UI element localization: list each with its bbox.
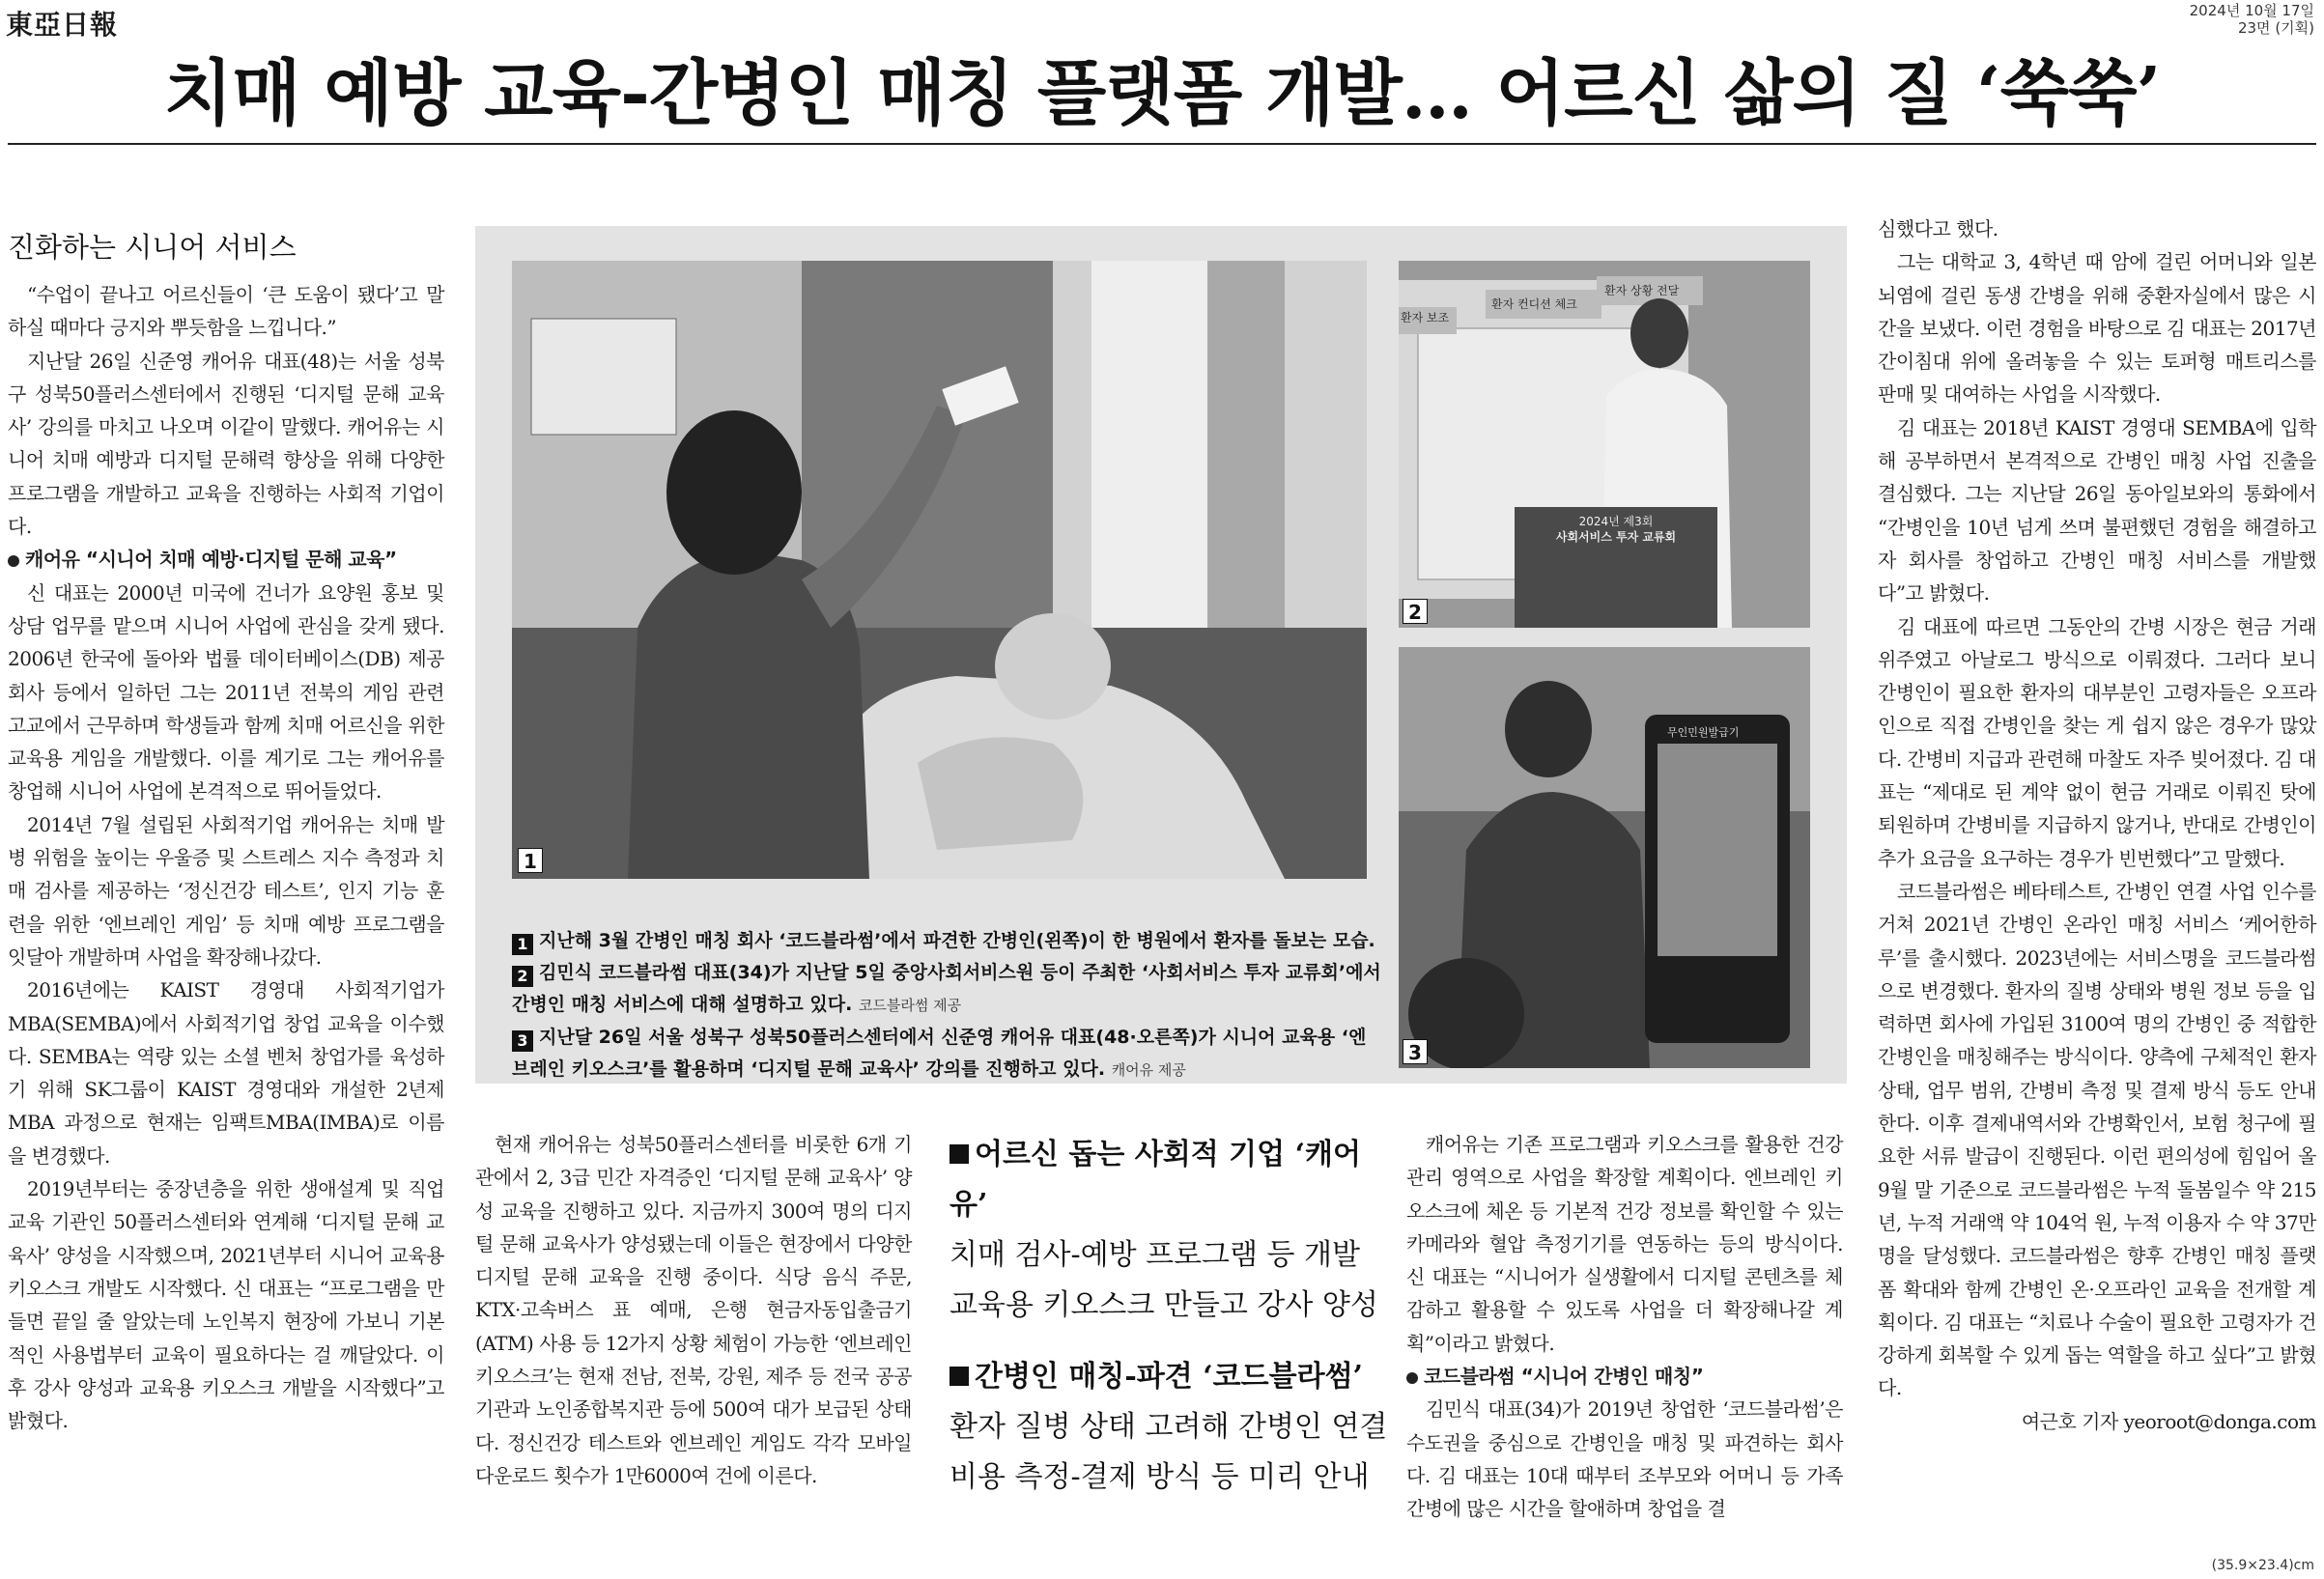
photo-captions [512, 925, 1381, 1086]
divider [8, 143, 2316, 145]
article-column-3 [1406, 1128, 1843, 1526]
sign-status-report: 환자 상황 전달 [1604, 284, 1680, 297]
deck-line: 교육용 키오스크 만들고 강사 양성 [949, 1288, 1378, 1322]
photo-3-kiosk [1399, 647, 1810, 1068]
caption-2-number: 2 [512, 966, 533, 987]
photo-3-image [1399, 647, 1810, 1068]
deck-line: 비용 측정-결제 방식 등 미리 안내 [949, 1460, 1370, 1494]
section-title: 진화하는 시니어 서비스 [8, 231, 297, 264]
caption-2-credit: 코드블라썸 제공 [858, 997, 962, 1014]
subheading-text: 캐어유 “시니어 치매 예방·디지털 문해 교육” [25, 548, 397, 572]
deck-heading-1-text: 어르신 돕는 사회적 기업 ‘캐어유’ [949, 1138, 1361, 1222]
caption-3 [512, 1022, 1381, 1086]
photo-2-speaker [1399, 261, 1810, 628]
caption-1 [512, 925, 1381, 957]
deck-line: 치매 검사-예방 프로그램 등 개발 [949, 1238, 1361, 1272]
caption-2-text: 김민식 코드블라썸 대표(34)가 지난달 5일 중앙사회서비스원 등이 주최한 ‘사회서비스 투자 교류회’에서 간병인 매칭 서비스에 대해 설명하고 있다. [512, 962, 1381, 1015]
photo-3-number-badge: 3 [1403, 1039, 1428, 1064]
paragraph: 2014년 7월 설립된 사회적기업 캐어유는 치매 발병 위험을 높이는 우울증 및 스트레스 지수 측정과 치매 검사를 제공하는 ‘정신건강 테스트’, 인지 기능 훈련을 위한 ‘엔브레인 게임’ 등 치매 예방 프로그램을 잇달아 개발하며 사업을 확장해나갔다. [8, 812, 444, 969]
photo-2-image [1399, 261, 1810, 628]
subheading [8, 543, 444, 576]
deck-heading-2 [949, 1352, 1394, 1402]
dateline-date: 2024년 10월 17일 [2189, 2, 2314, 19]
paragraph: 코드블라썸은 베타테스트, 간병인 연결 사업 인수를 거쳐 2021년 간병인 온라인 매칭 서비스 ‘케어한하루’를 출시했다. 2023년에는 서비스명을 코드블라썸으로 변경했다. 환자의 질병 상태와 병원 정보 등을 입력하면 회사에 가입된 3100여 명의 간병인 중 적합한 간병인을 매칭해주는 방식이다. 양측에 구체적인 환자 상태, 업무 범위, 간병비 측정 및 결제 방식 등도 안내한다. 이후 결제내역서와 간병확인서, 보험 청구에 필요한 서류 발급이 진행된다. 이런 편의성에 힘입어 올 9월 말 기준으로 코드블라썸은 누적 돌봄일수 약 215년, 누적 거래액 약 104억 원, 누적 이용자 수 약 37만 명을 달성했다. 코드블라썸은 향후 간병인 매칭 플랫폼 확대와 함께 간병인 온·오프라인 교육을 전개할 계획이다. 김 대표는 “치료나 수술이 필요한 고령자가 건강하게 회복할 수 있게 돕는 역할을 하고 싶다”고 밝혔다. [1878, 879, 2316, 1400]
caption-3-number: 3 [512, 1030, 533, 1052]
paragraph: 캐어유는 기존 프로그램과 키오스크를 활용한 건강관리 영역으로 사업을 확장할 계획이다. 엔브레인 키오스크에 체온 등 기본적 건강 정보를 확인할 수 있는 카메라와 혈압 측정기기를 연동하는 등의 방식이다. 신 대표는 “시니어가 실생활에서 디지털 콘텐츠를 체감하고 활용할 수 있도록 사업을 더 확장해나갈 계획”이라고 밝혔다. [1406, 1133, 1843, 1355]
caption-3-credit: 캐어유 제공 [1111, 1061, 1186, 1079]
paragraph: 김민식 대표(34)가 2019년 창업한 ‘코드블라썸’은 수도권을 중심으로 간병인을 매칭 및 파견하는 회사다. 김 대표는 10대 때부터 조부모와 어머니 등 가족 간병에 많은 시간을 할애하며 창업을 결 [1406, 1397, 1843, 1521]
dateline [2190, 2, 2314, 37]
caption-1-number: 1 [512, 934, 533, 955]
caption-1-text: 지난해 3월 간병인 매칭 회사 ‘코드블라썸’에서 파견한 간병인(왼쪽)이 한 병원에서 환자를 돌보는 모습. [539, 930, 1375, 951]
photo-1-caregiver [512, 261, 1367, 879]
subheading [1406, 1360, 1843, 1393]
paragraph: 신 대표는 2000년 미국에 건너가 요양원 홍보 및 상담 업무를 맡으며 시니어 사업에 관심을 갖게 됐다. 2006년 한국에 돌아와 법률 데이터베이스(DB) 제공 회사 등에서 일하던 그는 2011년 전북의 게임 관련 고교에서 근무하며 학생들과 함께 치매 어르신을 위한 교육용 게임을 개발했다. 이를 계기로 그는 캐어유를 창업해 시니어 사업에 본격적으로 뛰어들었다. [8, 580, 444, 804]
deck-summary [949, 1130, 1394, 1503]
podium-line-2: 사회서비스 투자 교류회 [1555, 530, 1677, 544]
photo-1-image [512, 261, 1367, 879]
article-column-1 [8, 278, 444, 1437]
photo-2-number-badge: 2 [1403, 599, 1428, 624]
paragraph: 지난달 26일 신준영 캐어유 대표(48)는 서울 성북구 성북50플러스센터에서 진행된 ‘디지털 문해 교육사’ 강의를 마치고 나오며 이같이 말했다. 캐어유는 시니어 치매 예방과 디지털 문해력 향상을 위해 다양한 프로그램을 개발하고 교육을 진행하는 사회적 기업이다. [8, 349, 444, 539]
byline: 여근호 기자 yeoroot@donga.com [2021, 1409, 2316, 1433]
paragraph: 2016년에는 KAIST 경영대 사회적기업가 MBA(SEMBA)에서 사회적기업 창업 교육을 이수했다. SEMBA는 역량 있는 소셜 벤처 창업가를 육성하기 위해 SK그룹이 KAIST 경영대와 개설한 2년제 MBA 과정으로 현재는 임팩트MBA(IMBA)로 이름을 변경했다. [8, 978, 444, 1168]
masthead-logo: 東亞日報 [6, 9, 119, 41]
dateline-page: 23면 (기획) [2237, 19, 2314, 37]
subheading-text: 코드블라썸 “시니어 간병인 매칭” [1424, 1365, 1704, 1389]
paragraph: 김 대표는 2018년 KAIST 경영대 SEMBA에 입학해 공부하면서 본격적으로 간병인 매칭 사업 진출을 결심했다. 그는 지난달 26일 동아일보와의 통화에서 “간병인을 10년 넘게 쓰며 불편했던 경험을 해결하고자 회사를 창업하고 간병인 매칭 서비스를 개발했다”고 밝혔다. [1878, 415, 2316, 606]
size-note: (35.9×23.4)cm [2211, 1558, 2314, 1573]
sign-patient-assist: 환자 보조 [1401, 311, 1450, 324]
paragraph: 그는 대학교 3, 4학년 때 암에 걸린 어머니와 일본뇌염에 걸린 동생 간병을 위해 중환자실에서 많은 시간을 보냈다. 이런 경험을 바탕으로 김 대표는 2017년 간이침대 위에 올려놓을 수 있는 토퍼형 매트리스를 판매 및 대여하는 사업을 시작했다. [1878, 250, 2316, 407]
article-column-4 [1878, 212, 2316, 1438]
deck-heading-2-text: 간병인 매칭-파견 ‘코드블라썸’ [975, 1360, 1363, 1394]
headline: 치매 예방 교육-간병인 매칭 플랫폼 개발… 어르신 삶의 질 ‘쑥쑥’ [163, 52, 2161, 135]
square-bullet-icon [949, 1367, 969, 1386]
podium-line-1: 2024년 제3회 [1578, 515, 1654, 528]
paragraph: 김 대표에 따르면 그동안의 간병 시장은 현금 거래 위주였고 아날로그 방식으로 이뤄졌다. 그러다 보니 간병인이 필요한 환자의 대부분인 고령자들은 오프라인으로 직접 간병인을 찾는 게 쉽지 않은 경우가 많았다. 간병비 지급과 관련해 마찰도 자주 빚어졌다. 김 대표는 “제대로 된 계약 없이 현금 거래로 이뤄진 탓에 퇴원하며 간병비를 지급하지 않거나, 반대로 간병인이 추가 요금을 요구하는 경우가 빈번했다”고 말했다. [1878, 614, 2316, 870]
caption-2 [512, 957, 1381, 1022]
deck-heading-1 [949, 1130, 1394, 1230]
deck-line: 환자 질병 상태 고려해 간병인 연결 [949, 1410, 1388, 1444]
kiosk-header: 무인민원발급기 [1667, 726, 1740, 739]
podium-banner [1516, 514, 1715, 545]
paragraph: “수업이 끝나고 어르신들이 ‘큰 도움이 됐다’고 말하실 때마다 긍지와 뿌듯함을 느낍니다.” [8, 283, 444, 340]
paragraph: 2019년부터는 중장년층을 위한 생애설계 및 직업교육 기관인 50플러스센터와 연계해 ‘디지털 문해 교육사’ 양성을 시작했으며, 2021년부터 시니어 교육용 키오스크 개발도 시작했다. 신 대표는 “프로그램을 만들면 끝일 줄 알았는데 노인복지 현장에 가보니 기본적인 사용법부터 교육이 필요하다는 걸 깨달았다. 이후 강사 양성과 교육용 키오스크 개발을 시작했다”고 밝혔다. [8, 1177, 444, 1433]
sign-condition-check: 환자 컨디션 체크 [1491, 297, 1577, 311]
photo-1-number-badge: 1 [518, 848, 543, 873]
article-column-2 [475, 1128, 912, 1492]
bullet-icon [8, 555, 19, 567]
paragraph: 심했다고 했다. [1878, 217, 1998, 240]
paragraph: 현재 캐어유는 성북50플러스센터를 비롯한 6개 기관에서 2, 3급 민간 자격증인 ‘디지털 문해 교육사’ 양성 교육을 진행하고 있다. 지금까지 300여 명의 디지털 문해 교육사가 양성됐는데 이들은 현장에서 다양한 디지털 문해 교육을 진행 중이다. 식당 음식 주문, KTX·고속버스 표 예매, 은행 현금자동입출금기(ATM) 사용 등 12가지 상황 체험이 가능한 ‘엔브레인 키오스크’는 현재 전남, 전북, 강원, 제주 등 전국 공공기관과 노인종합복지관 등에 500여 대가 보급된 상태다. 정신건강 테스트와 엔브레인 게임도 각각 모바일 다운로드 횟수가 1만6000여 건에 이른다. [475, 1133, 912, 1487]
square-bullet-icon [949, 1144, 969, 1164]
bullet-icon [1406, 1372, 1418, 1384]
caption-3-text: 지난달 26일 서울 성북구 성북50플러스센터에서 신준영 캐어유 대표(48·오른쪽)가 시니어 교육용 ‘엔브레인 키오스크’를 활용하며 ‘디지털 문해 교육사’ 강의를 진행하고 있다. [512, 1027, 1367, 1080]
